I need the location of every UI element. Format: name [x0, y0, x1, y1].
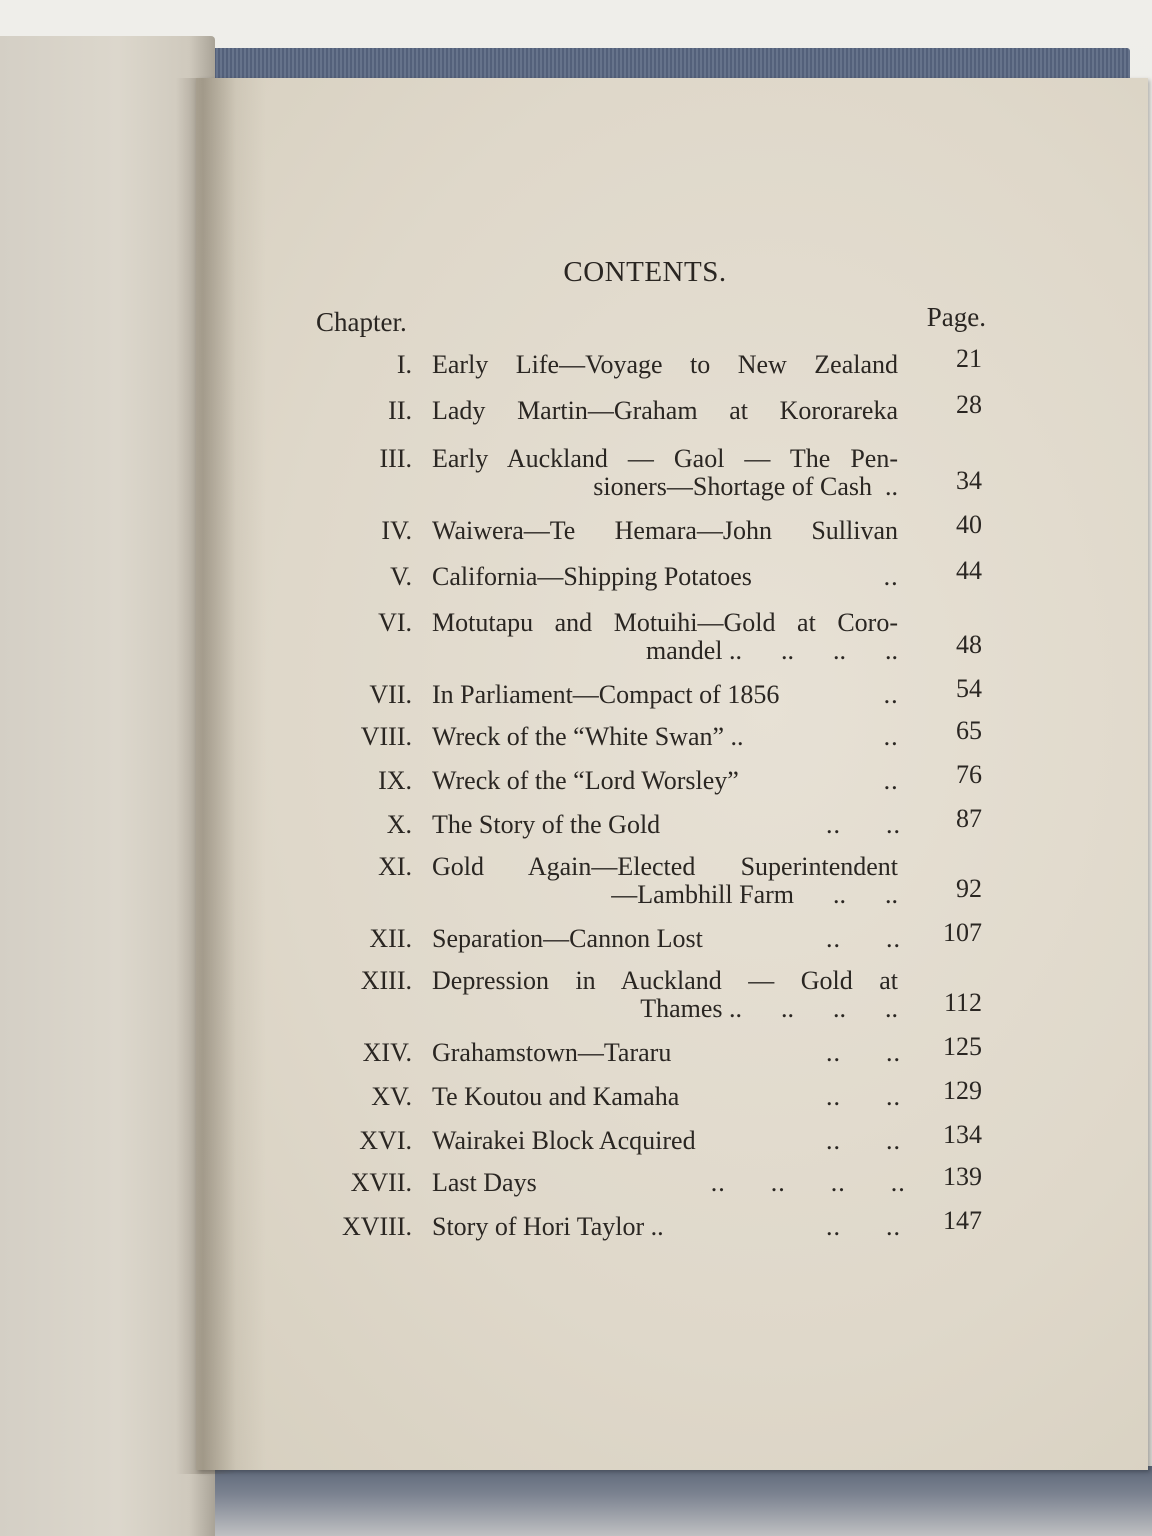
chapter-title: The Story of the Gold	[432, 810, 661, 839]
chapter-number: I.	[396, 350, 412, 379]
page-number: 21	[956, 344, 982, 373]
chapter-number: IX.	[378, 766, 412, 795]
chapter-title: Wairakei Block Acquired	[432, 1126, 696, 1155]
page-number: 112	[943, 988, 982, 1017]
leader-dots: ..	[883, 562, 899, 591]
chapter-title: Separation—Cannon Lost	[432, 924, 703, 953]
leader-dots: .. ..	[826, 810, 901, 839]
page-title: CONTENTS.	[563, 256, 727, 288]
chapter-title: Lady Martin—Graham at Kororareka	[432, 396, 898, 425]
chapter-number: XVIII.	[341, 1212, 412, 1241]
chapter-title: Motutapu and Motuihi—Gold at Coro-	[432, 608, 898, 637]
page-number: 139	[943, 1162, 982, 1191]
chapter-title: Depression in Auckland — Gold at	[432, 966, 898, 995]
leader-dots: ..	[883, 766, 899, 795]
page-number: 125	[943, 1032, 982, 1061]
chapter-number: XI.	[378, 852, 412, 881]
leader-dots: .. ..	[826, 1212, 901, 1241]
chapter-title: Early Auckland — Gaol — The Pen-	[432, 444, 898, 473]
page-number: 87	[956, 804, 982, 833]
leader-dots: .. ..	[826, 1038, 901, 1067]
book-cover-bottom-edge	[200, 1466, 1152, 1536]
chapter-number: IV.	[381, 516, 412, 545]
chapter-title: Wreck of the “White Swan” ..	[432, 722, 744, 751]
leader-dots: .. .. .. ..	[710, 1168, 906, 1197]
page-number: 54	[956, 674, 982, 703]
leader-dots: .. ..	[826, 924, 901, 953]
chapter-number: XVI.	[359, 1126, 412, 1155]
chapter-title: Early Life—Voyage to New Zealand	[432, 350, 898, 379]
chapter-title: Gold Again—Elected Superintendent	[432, 852, 898, 881]
chapter-title: Waiwera—Te Hemara—John Sullivan	[432, 516, 898, 545]
page-number: 34	[956, 466, 982, 495]
page-number: 147	[943, 1206, 982, 1235]
chapter-number: VI.	[378, 608, 412, 637]
leader-dots: .. ..	[826, 1126, 901, 1155]
page-number: 28	[956, 390, 982, 419]
page-number: 44	[956, 556, 982, 585]
chapter-number: XV.	[371, 1082, 412, 1111]
book-gutter	[176, 78, 236, 1474]
chapter-number: XII.	[369, 924, 412, 953]
leader-dots: ..	[883, 722, 899, 751]
chapter-title: Wreck of the “Lord Worsley”	[432, 766, 739, 795]
chapter-number: III.	[379, 444, 412, 473]
chapter-title: Last Days	[432, 1168, 537, 1197]
chapter-number: XIV.	[362, 1038, 412, 1067]
page-number: 40	[956, 510, 982, 539]
chapter-number: II.	[388, 396, 412, 425]
book-cover-top-edge	[70, 48, 1130, 82]
leader-dots: ..	[883, 680, 899, 709]
chapter-title: Grahamstown—Tararu	[432, 1038, 672, 1067]
chapter-title: In Parliament—Compact of 1856	[432, 680, 780, 709]
page-number: 65	[956, 716, 982, 745]
chapter-title-continuation: mandel .. .. .. ..	[645, 636, 898, 665]
chapter-number: XVII.	[350, 1168, 412, 1197]
page-number: 48	[956, 630, 982, 659]
chapter-number: XIII.	[360, 966, 412, 995]
chapter-title-continuation: —Lambhill Farm .. ..	[611, 880, 898, 909]
chapter-title-continuation: sioners—Shortage of Cash ..	[593, 472, 898, 501]
page-number: 107	[943, 918, 982, 947]
page-number: 134	[943, 1120, 982, 1149]
page-number: 92	[956, 874, 982, 903]
chapter-number: VIII.	[360, 722, 412, 751]
chapter-number: V.	[390, 562, 412, 591]
chapter-title-continuation: Thames .. .. .. ..	[640, 994, 898, 1023]
leader-dots: .. ..	[826, 1082, 901, 1111]
chapter-column-heading: Chapter.	[316, 307, 407, 337]
chapter-number: X.	[386, 810, 412, 839]
page-number: 129	[943, 1076, 982, 1105]
chapter-title: California—Shipping Potatoes	[432, 562, 752, 591]
chapter-title: Story of Hori Taylor ..	[432, 1212, 664, 1241]
page-number: 76	[956, 760, 982, 789]
chapter-number: VII.	[369, 680, 412, 709]
chapter-title: Te Koutou and Kamaha	[432, 1082, 680, 1111]
page-column-heading: Page.	[926, 302, 986, 332]
